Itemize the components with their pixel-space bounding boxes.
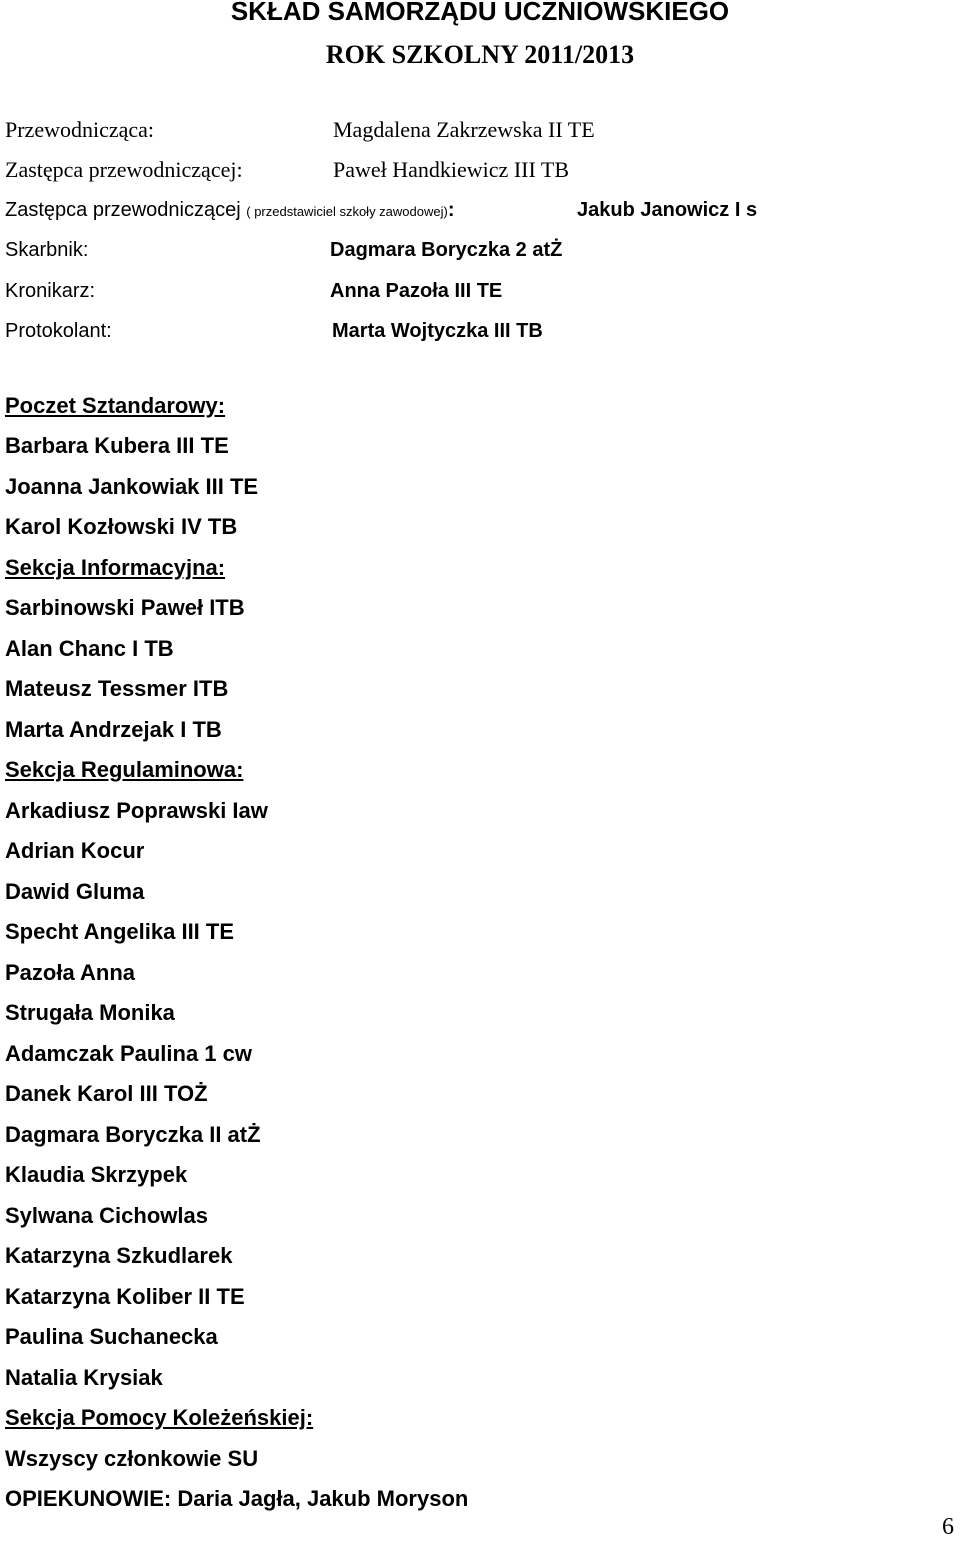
list-item: Danek Karol III TOŻ bbox=[5, 1081, 208, 1106]
list-item: Mateusz Tessmer ITB bbox=[5, 676, 229, 701]
list-item: Arkadiusz Poprawski Iaw bbox=[5, 798, 268, 823]
document-title: SKŁAD SAMORZĄDU UCZNIOWSKIEGO bbox=[230, 0, 730, 26]
treasurer-label: Skarbnik: bbox=[5, 239, 89, 261]
deputy2-label: Zastępca przewodniczącej bbox=[5, 199, 241, 221]
list-item: Strugała Monika bbox=[5, 1000, 175, 1025]
list-item: Katarzyna Szkudlarek bbox=[5, 1243, 233, 1268]
list-item: Dawid Gluma bbox=[5, 879, 145, 904]
treasurer-value: Dagmara Boryczka 2 atŻ bbox=[330, 239, 563, 261]
chair-label: Przewodnicząca: bbox=[5, 117, 155, 142]
list-item: Dagmara Boryczka II atŻ bbox=[5, 1122, 261, 1147]
section-heading: Poczet Sztandarowy: bbox=[5, 393, 226, 418]
list-item: Sarbinowski Paweł ITB bbox=[5, 595, 245, 620]
section-heading: Sekcja Pomocy Koleżeńskiej: bbox=[5, 1405, 314, 1430]
chronicler-label: Kronikarz: bbox=[5, 280, 96, 302]
chronicler-value: Anna Pazoła III TE bbox=[330, 280, 503, 302]
school-year-title: ROK SZKOLNY 2011/2013 bbox=[325, 40, 635, 69]
list-item: Adamczak Paulina 1 cw bbox=[5, 1041, 252, 1066]
list-item: Karol Kozłowski IV TB bbox=[5, 514, 238, 539]
recorder-label: Protokolant: bbox=[5, 320, 112, 342]
list-item: Natalia Krysiak bbox=[5, 1365, 163, 1390]
list-item: Paulina Suchanecka bbox=[5, 1324, 218, 1349]
list-item: Joanna Jankowiak III TE bbox=[5, 474, 259, 499]
list-item: Specht Angelika III TE bbox=[5, 919, 235, 944]
section-heading: Sekcja Regulaminowa: bbox=[5, 757, 244, 782]
list-item: Adrian Kocur bbox=[5, 838, 145, 863]
list-item: Pazoła Anna bbox=[5, 960, 135, 985]
list-item: Wszyscy członkowie SU bbox=[5, 1446, 259, 1471]
deputy2-colon: : bbox=[447, 199, 455, 221]
list-item: Marta Andrzejak I TB bbox=[5, 717, 222, 742]
list-item: Klaudia Skrzypek bbox=[5, 1162, 188, 1187]
recorder-value: Marta Wojtyczka III TB bbox=[332, 320, 543, 342]
guardians-line: OPIEKUNOWIE: Daria Jagła, Jakub Moryson bbox=[5, 1486, 469, 1511]
deputy2-label-group bbox=[5, 199, 455, 222]
list-item: Sylwana Cichowlas bbox=[5, 1203, 208, 1228]
deputy2-note: ( przedstawiciel szkoły zawodowej) bbox=[246, 204, 448, 219]
list-item: Barbara Kubera III TE bbox=[5, 433, 229, 458]
list-item: Katarzyna Koliber II TE bbox=[5, 1284, 245, 1309]
deputy2-value: Jakub Janowicz I s bbox=[577, 199, 758, 221]
deputy-value: Paweł Handkiewicz III TB bbox=[333, 157, 570, 182]
chair-value: Magdalena Zakrzewska II TE bbox=[333, 117, 595, 142]
deputy-label: Zastępca przewodniczącej: bbox=[5, 157, 243, 182]
page-number: 6 bbox=[942, 1514, 954, 1540]
list-item: Alan Chanc I TB bbox=[5, 636, 174, 661]
section-heading: Sekcja Informacyjna: bbox=[5, 555, 226, 580]
